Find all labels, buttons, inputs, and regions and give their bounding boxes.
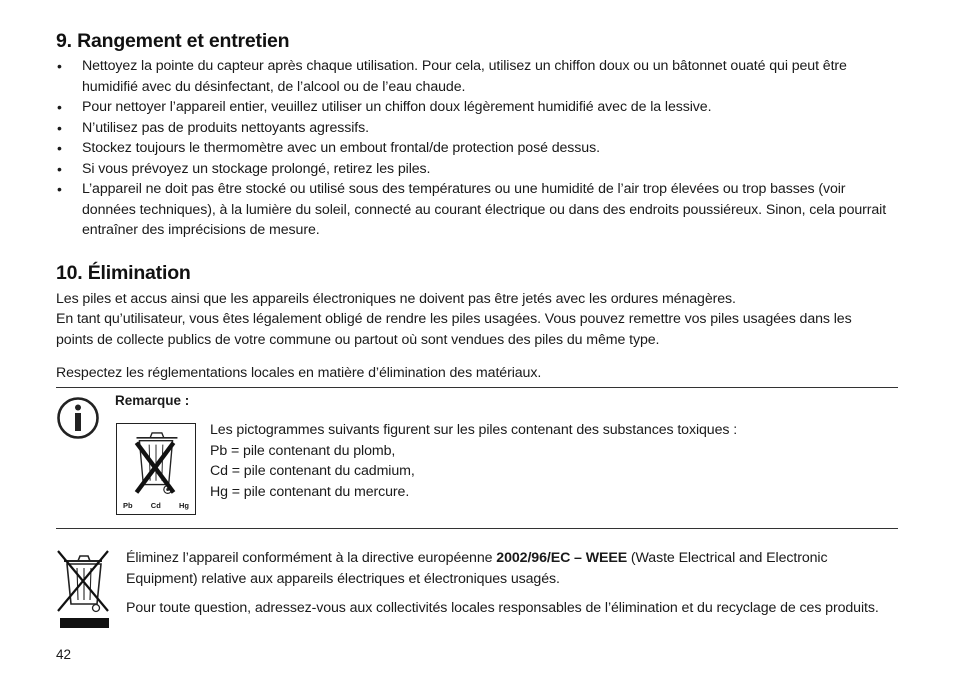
label-cd: Cd (150, 501, 161, 510)
info-icon (56, 396, 100, 440)
note-line-hg: Hg = pile contenant du mercure. (210, 483, 410, 500)
list-item: • N’utilisez pas de produits nettoyants agressifs. (57, 118, 902, 139)
divider (56, 387, 898, 388)
divider (56, 528, 898, 529)
section-9-title: 9. Rangement et entretien (56, 30, 290, 52)
weee-paragraph-1 (126, 548, 866, 589)
note-line-cd: Cd = pile contenant du cadmium, (210, 463, 415, 479)
label-pb: Pb (123, 501, 133, 510)
note-body (210, 420, 890, 502)
list-item: • Stockez toujours le thermomètre avec un embout frontal/de protection posé dessus. (57, 138, 902, 159)
note-intro: Les pictogrammes suivants figurent sur les piles contenant des substances toxiques : (210, 422, 738, 438)
weee-text-before: Éliminez l’appareil conformément à la directive européenne (126, 550, 497, 566)
weee-directive: 2002/96/EC – WEEE (496, 550, 628, 566)
disposal-paragraph-2: En tant qu’utilisateur, vous êtes légalement obligé de rendre les piles usagées. Vous pouvez remettre vos piles usagées dans les points de collecte publics de votre commune ou partout où sont vendues des piles du même type. (56, 311, 852, 348)
section-10-title: 10. Élimination (56, 262, 191, 284)
note-line-pb: Pb = pile contenant du plomb, (210, 442, 396, 459)
care-instructions-list (57, 56, 902, 241)
bin-chemical-labels (117, 501, 195, 510)
page-number: 42 (56, 647, 72, 662)
battery-bin-pictogram (116, 423, 196, 515)
list-item: • Pour nettoyer l’appareil entier, veuillez utiliser un chiffon doux légèrement humidifié avec de la lessive. (57, 97, 902, 118)
disposal-paragraph-1: Les piles et accus ainsi que les appareils électroniques ne doivent pas être jetés avec les ordures ménagères. (56, 291, 736, 307)
label-hg: Hg (179, 501, 189, 510)
disposal-paragraph-3: Respectez les réglementations locales en matière d’élimination des matériaux. (56, 365, 542, 381)
list-item: • Nettoyez la pointe du capteur après chaque utilisation. Pour cela, utilisez un chiffon doux ou un bâtonnet ouaté qui peut être humidifié avec du désinfectant, de l’alcool ou de l’eau chaude. (57, 56, 902, 97)
list-item: • Si vous prévoyez un stockage prolongé, retirez les piles. (57, 159, 902, 180)
note-heading: Remarque : (115, 393, 190, 408)
weee-paragraph-2: Pour toute question, adressez-vous aux collectivités locales responsables de l’élimination et du recyclage de ces produits. (126, 600, 879, 616)
crossed-bin-icon (56, 549, 112, 631)
weee-text-after: (Waste Electrical and Electronic Equipment) relative aux appareils électriques et électroniques usagés. (126, 550, 828, 587)
list-item: • L’appareil ne doit pas être stocké ou utilisé sous des températures ou une humidité de l’air trop élevées ou trop basses (voir données techniques), à la lumière du soleil, connecté au courant électrique ou dans des endroits poussiéreux. Sinon, cela pourrait entraîner des imprécisions de mesure. (57, 179, 902, 241)
